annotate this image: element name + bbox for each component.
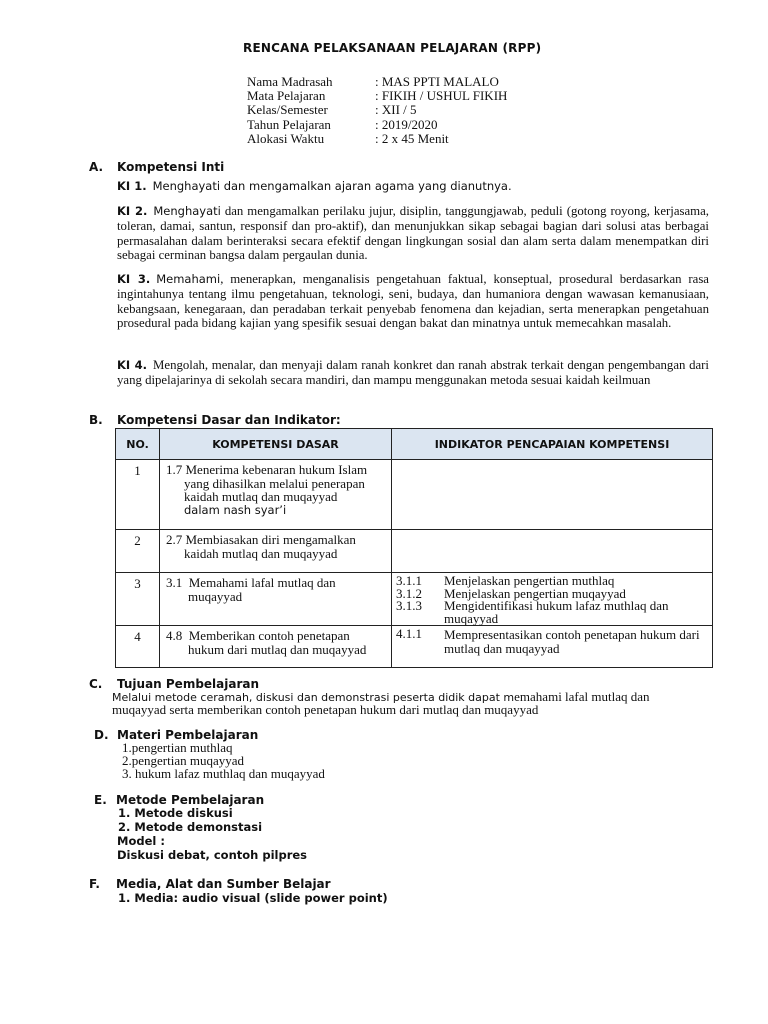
indicator-cell (392, 530, 713, 573)
ki3-text: , menerapkan, menganalisis pengetahuan faktual, konseptual, prosedural berdasarkan rasa ingintahunya tentang ilmu pengetahuan, teknologi, seni, budaya, dan humaniora dengan wawasan kemanusiaan, kebangsaan, kenegaraan, dan peradaban terkait penyebab fenomena dan kejadian, serta menerapkan pengetahuan prosedural pada bidang kajian yang spesifik sesuai dengan bakat dan minatnya untuk memecahkan masalah. (117, 272, 709, 331)
table-row (116, 460, 713, 530)
ki2-lead: Menghayati (153, 204, 221, 218)
kd-line: Memahami lafal mutlaq dan (188, 575, 336, 590)
row-number: 4 (116, 626, 160, 668)
indicator-cell (392, 626, 713, 668)
kd-cell (160, 460, 392, 530)
tujuan-text-a: Melalui metode ceramah, diskusi dan demonstrasi peserta didik dapat m (112, 691, 515, 704)
info-value: : 2019/2020 (375, 117, 438, 132)
info-value: : XII / 5 (375, 102, 417, 117)
indicator-number: 3.1.1 (396, 573, 422, 588)
info-label: Mata Pelajaran (247, 88, 326, 103)
metode-item: 2. Metode demonstasi (118, 820, 263, 834)
ki1-text: Menghayati dan mengamalkan ajaran agama yang dianutnya. (152, 179, 512, 193)
indicator-item (392, 628, 712, 656)
indicator-item (392, 600, 712, 625)
kd-cell (160, 530, 392, 573)
metode-item: 1. Metode diskusi (118, 806, 233, 820)
info-label: Nama Madrasah (247, 74, 333, 89)
kd-line: hukum dari mutlaq dan muqayyad (188, 641, 367, 657)
kd-line: Menerima kebenaran hukum Islam (185, 462, 368, 477)
kd-cell (160, 573, 392, 626)
row-number: 3 (116, 573, 160, 626)
indicator-text: Mengidentifikasi hukum lafaz muthlaq dan muqayyad (444, 598, 669, 626)
model-value: Diskusi debat, contoh pilpres (117, 848, 308, 862)
kd-line: yang dihasilkan melalui penerapan (184, 475, 365, 491)
ki2-paragraph (117, 204, 709, 263)
competency-table (115, 428, 713, 668)
info-value: : MAS PPTI MALALO (375, 74, 499, 89)
tujuan-line-2: muqayyad serta memberikan contoh penetapan hukum dari mutlaq dan muqayyad (112, 702, 539, 717)
indicator-number: 3.1.2 (396, 585, 422, 601)
kd-line: Membiasakan diri mengamalkan (185, 532, 356, 547)
tujuan-text-b: emahami lafal mutlaq dan (514, 689, 650, 704)
ki4-paragraph (117, 358, 709, 388)
header-kompetensi-dasar: KOMPETENSI DASAR (160, 429, 392, 460)
kd-number: 1.7 (166, 462, 183, 477)
materi-item: 1.pengertian muthlaq (122, 740, 233, 755)
ki2-text: dan mengamalkan perilaku jujur, disiplin, tanggungjawab, peduli (gotong royong, kerjasama, toleran, damai, santun, responsif dan pro-aktif), dan menunjukkan sikap sebagai bagian dari solusi atas berbagai permasalahan dalam berinteraksi secara efektif dengan lingkungan sosial dan alam serta dalam menempatkan diri sebagai cerminan bangsa dalam pergaulan dunia. (117, 204, 709, 263)
section-b-heading: Kompetensi Dasar dan Indikator: (117, 413, 341, 427)
kd-cell (160, 626, 392, 668)
section-c-heading: Tujuan Pembelajaran (117, 677, 260, 691)
row-number: 1 (116, 460, 160, 530)
document-title: RENCANA PELAKSANAAN PELAJARAN (RPP) (243, 41, 542, 55)
ki3-label: KI 3. (117, 272, 151, 286)
indicator-text: Mempresentasikan contoh penetapan hukum dari mutlaq dan muqayyad (444, 627, 700, 656)
info-value: : 2 x 45 Menit (375, 131, 449, 146)
table-row (116, 626, 713, 668)
table-row (116, 573, 713, 626)
indicator-text: Menjelaskan pengertian muthlaq (444, 573, 615, 588)
section-f-heading: Media, Alat dan Sumber Belajar (116, 877, 331, 891)
section-b-letter: B. (89, 413, 103, 427)
ki1-paragraph (117, 179, 512, 194)
ki4-text: Mengolah, menalar, dan menyaji dalam ranah konkret dan ranah abstrak terkait dengan pengembangan dari yang dipelajarinya di sekolah secara mandiri, dan mampu menggunakan metoda sesuai kaidah keilmuan (117, 358, 709, 387)
kd-number: 2.7 (166, 532, 183, 547)
indicator-number: 4.1.1 (396, 626, 422, 641)
kd-line: Memberikan contoh penetapan (188, 628, 350, 643)
info-label: Alokasi Waktu (247, 131, 325, 146)
model-label: Model : (117, 834, 165, 848)
kd-line: kaidah mutlaq dan muqayyad (184, 489, 338, 504)
ki3-paragraph (117, 272, 709, 331)
kd-line: kaidah mutlaq dan muqayyad (184, 545, 338, 561)
info-label: Kelas/Semester (247, 102, 328, 117)
ki3-lead: Memahami (156, 272, 221, 286)
media-item: 1. Media: audio visual (slide power point) (118, 891, 388, 905)
ki2-label: KI 2. (117, 204, 148, 218)
indicator-text: Menjelaskan pengertian muqayyad (444, 585, 626, 601)
kd-line: dalam nash syar’i (184, 502, 287, 517)
indicator-cell (392, 460, 713, 530)
section-c-letter: C. (89, 677, 103, 691)
section-d-letter: D. (94, 728, 109, 742)
materi-item: 2.pengertian muqayyad (122, 753, 245, 768)
header-no: NO. (116, 429, 160, 460)
ki4-label: KI 4. (117, 358, 148, 372)
header-indikator: INDIKATOR PENCAPAIAN KOMPETENSI (392, 429, 713, 460)
indicator-number: 3.1.3 (396, 598, 422, 613)
indicator-cell (392, 573, 713, 626)
materi-item: 3. hukum lafaz muthlaq dan muqayyad (122, 766, 325, 781)
section-d-heading: Materi Pembelajaran (117, 728, 259, 742)
section-e-letter: E. (94, 793, 107, 807)
kd-number: 3.1 (166, 575, 183, 590)
info-value: : FIKIH / USHUL FIKIH (375, 88, 508, 103)
kd-number: 4.8 (166, 628, 183, 643)
section-a-heading: Kompetensi Inti (117, 160, 225, 174)
kd-line: muqayyad (188, 588, 243, 604)
table-header-row (116, 429, 713, 460)
section-e-heading: Metode Pembelajaran (116, 793, 265, 807)
ki1-label: KI 1. (117, 179, 147, 193)
section-f-letter: F. (89, 877, 100, 891)
row-number: 2 (116, 530, 160, 573)
info-label: Tahun Pelajaran (247, 117, 331, 132)
table-row (116, 530, 713, 573)
section-a-letter: A. (89, 160, 104, 174)
